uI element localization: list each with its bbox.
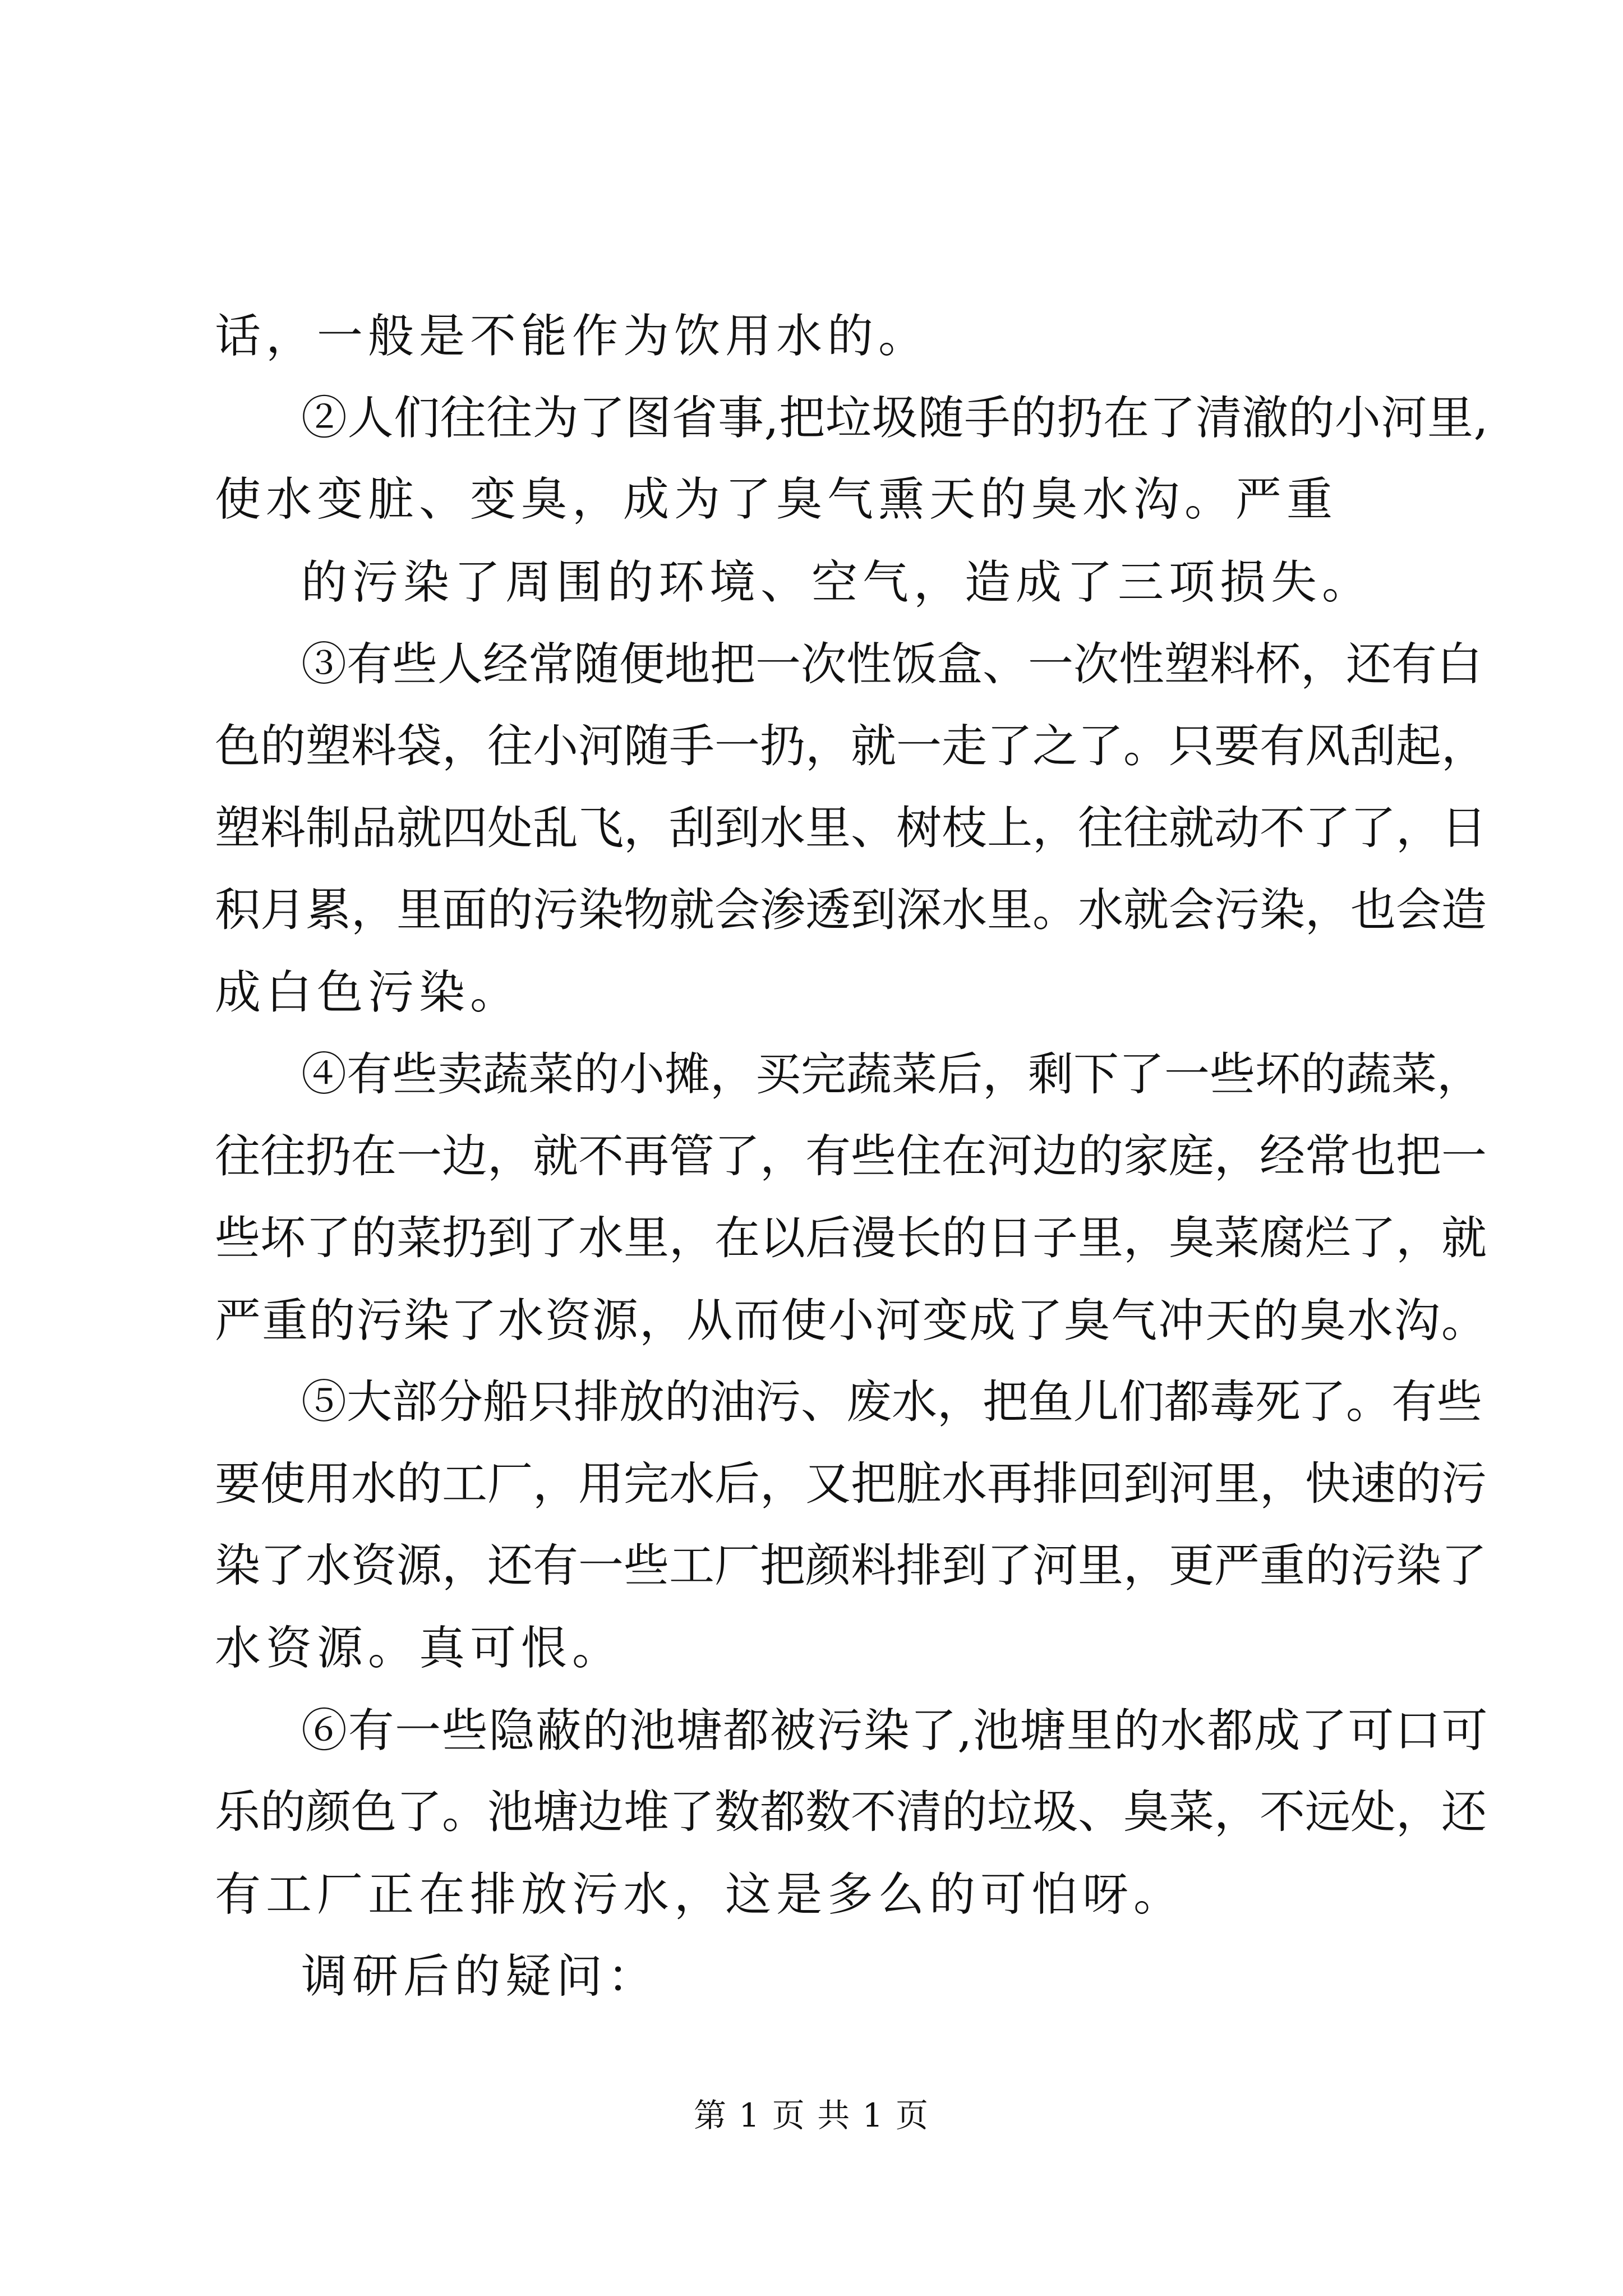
text-line: 使水变脏、变臭，成为了臭气熏天的臭水沟。严重	[215, 473, 1338, 526]
text-line: 往往扔在一边，就不再管了，有些住在河边的家庭，经常也把一	[215, 1130, 1487, 1183]
text-line: ③有些人经常随便地把一次性饭盒、一次性塑料杯，还有白	[301, 638, 1483, 691]
text-line: 严重的污染了水资源，从而使小河变成了臭气冲天的臭水沟。	[215, 1294, 1488, 1347]
text-line: 水资源。真可恨。	[215, 1622, 624, 1675]
text-line: ④有些卖蔬菜的小摊，买完蔬菜后，剩下了一些坏的蔬菜，	[301, 1048, 1483, 1101]
text-line: 色的塑料袋，往小河随手一扔，就一走了之了。只要有风刮起，	[215, 720, 1487, 773]
text-line: 要使用水的工厂，用完水后，又把脏水再排回到河里，快速的污	[215, 1458, 1487, 1511]
text-line: 积月累，里面的污染物就会渗透到深水里。水就会污染，也会造	[215, 884, 1487, 937]
text-line: 调研后的疑问：	[301, 1950, 659, 2003]
text-line: 的污染了周围的环境、空气，造成了三项损失。	[301, 556, 1373, 609]
text-line: 乐的颜色了。池塘边堆了数都数不清的垃圾、臭菜，不远处，还	[215, 1786, 1487, 1839]
text-line: 些坏了的菜扔到了水里，在以后漫长的日子里，臭菜腐烂了，就	[215, 1212, 1487, 1265]
text-line: 有工厂正在排放污水，这是多么的可怕呀。	[215, 1868, 1185, 1921]
text-line: 话，一般是不能作为饮用水的。	[215, 310, 930, 363]
page-footer: 第 1 页 共 1 页	[694, 2096, 929, 2134]
text-line: 成白色污染。	[215, 966, 522, 1019]
text-line: ⑥有一些隐蔽的池塘都被污染了,池塘里的水都成了可口可	[301, 1704, 1489, 1757]
text-line: 塑料制品就四处乱飞，刮到水里、树枝上，往往就动不了了，日	[215, 802, 1487, 855]
text-line: 染了水资源，还有一些工厂把颜料排到了河里，更严重的污染了	[215, 1540, 1487, 1593]
text-line: ⑤大部分船只排放的油污、废水，把鱼儿们都毒死了。有些	[301, 1376, 1483, 1429]
text-line: ②人们往往为了图省事,把垃圾随手的扔在了清澈的小河里,	[301, 392, 1489, 445]
